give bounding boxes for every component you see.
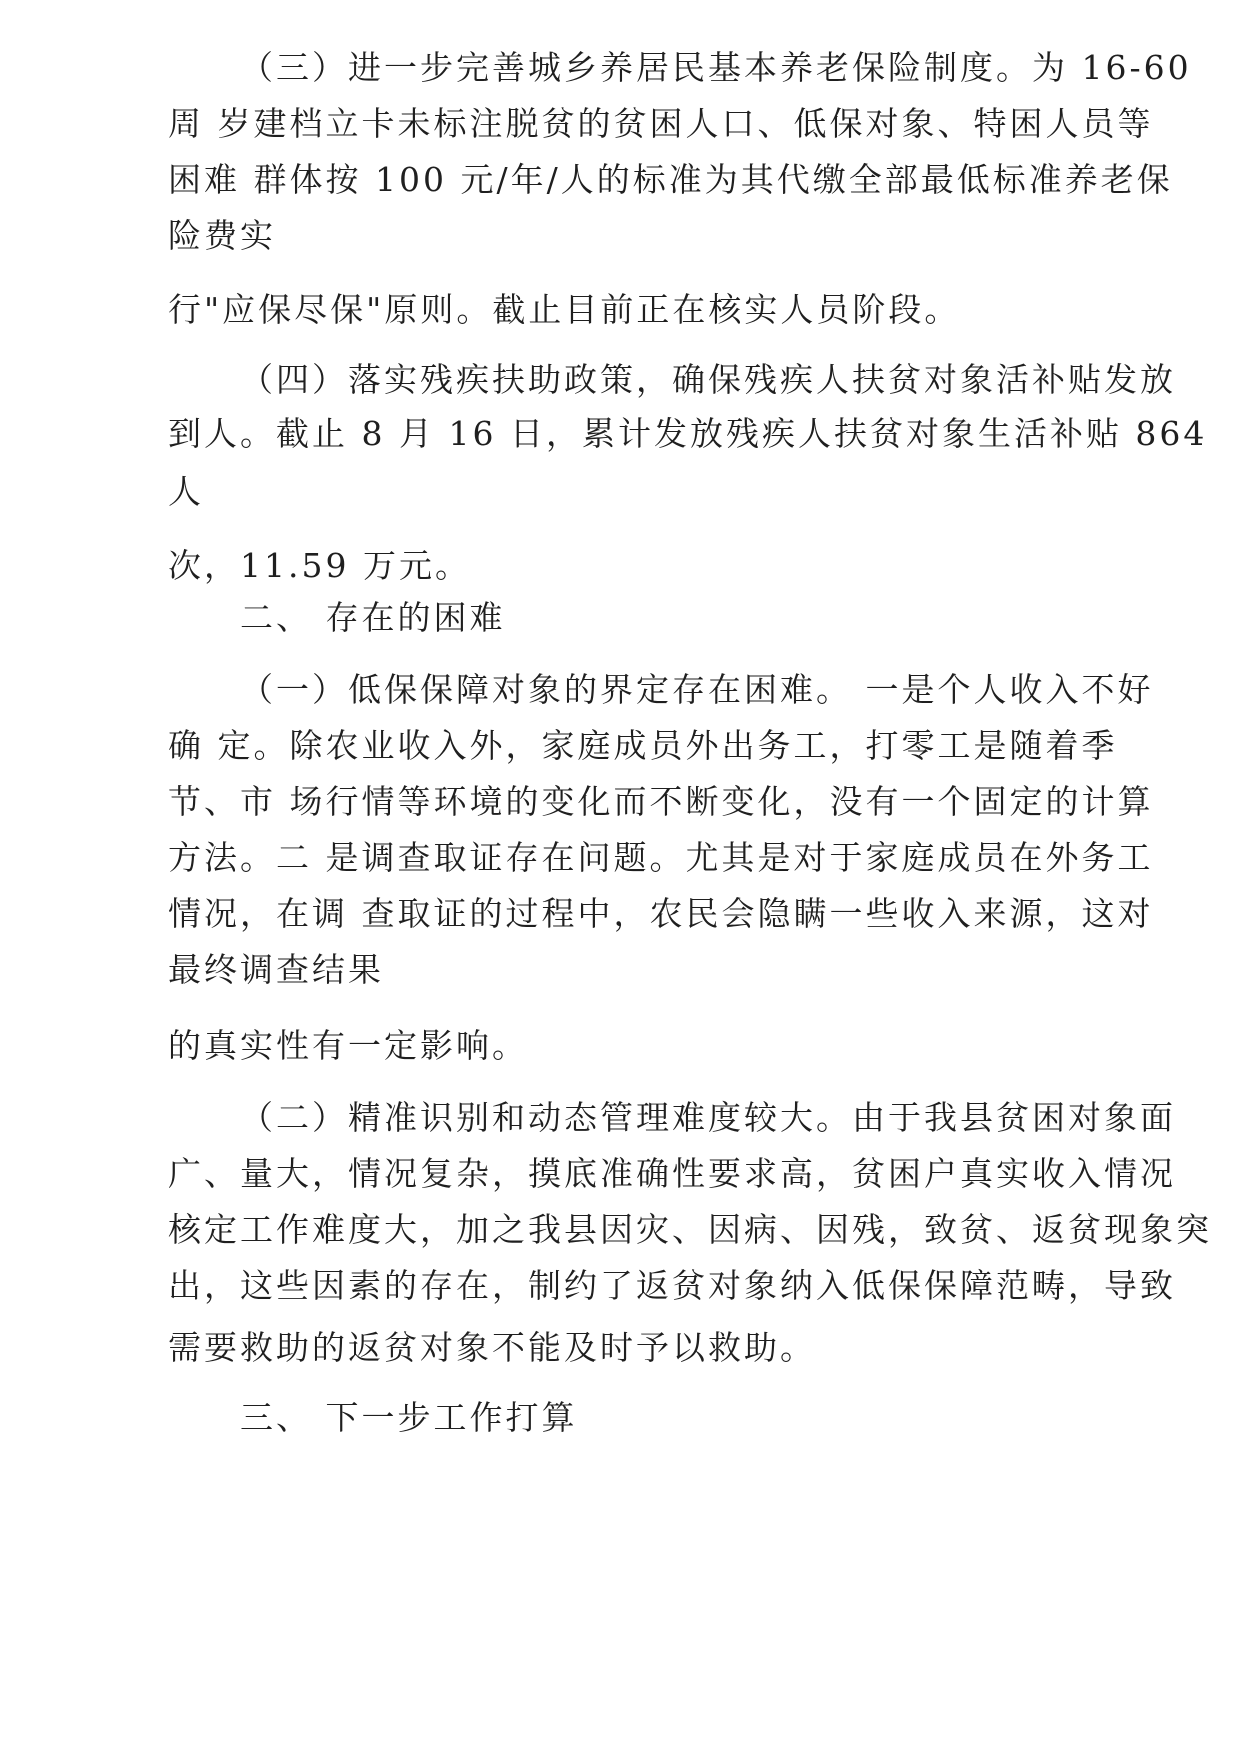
difficulty-2-line-5: 需要救助的返贫对象不能及时予以救助。 <box>168 1328 816 1367</box>
section-2-heading: 二、 存在的困难 <box>240 598 506 637</box>
difficulty-1-line-7: 的真实性有一定影响。 <box>168 1026 528 1065</box>
difficulty-2-line-3: 核定工作难度大，加之我县因灾、因病、因残，致贫、返贫现象突 <box>168 1210 1212 1249</box>
difficulty-1-line-4: 方法。二 是调查取证存在问题。尤其是对于家庭成员在外务工 <box>168 838 1154 877</box>
paragraph-3-line-4: 险费实 <box>168 216 276 255</box>
section-3-heading: 三、 下一步工作打算 <box>240 1398 578 1437</box>
paragraph-4-line-1: （四）落实残疾扶助政策，确保残疾人扶贫对象活补贴发放 <box>240 360 1176 399</box>
difficulty-2-line-1: （二）精准识别和动态管理难度较大。由于我县贫困对象面 <box>240 1098 1176 1137</box>
paragraph-4-line-4: 次，11.59 万元。 <box>168 546 471 585</box>
paragraph-3-line-1: （三）进一步完善城乡养居民基本养老保险制度。为 16-60 <box>240 48 1192 87</box>
difficulty-2-line-2: 广、量大，情况复杂，摸底准确性要求高，贫困户真实收入情况 <box>168 1154 1176 1193</box>
difficulty-2-line-4: 出，这些因素的存在，制约了返贫对象纳入低保保障范畴，导致 <box>168 1266 1176 1305</box>
paragraph-3-line-3: 困难 群体按 100 元/年/人的标准为其代缴全部最低标准养老保 <box>168 160 1173 199</box>
difficulty-1-line-5: 情况，在调 查取证的过程中，农民会隐瞒一些收入来源，这对 <box>168 894 1154 933</box>
paragraph-3-line-2: 周 岁建档立卡未标注脱贫的贫困人口、低保对象、特困人员等 <box>168 104 1154 143</box>
difficulty-1-line-3: 节、市 场行情等环境的变化而不断变化，没有一个固定的计算 <box>168 782 1154 821</box>
difficulty-1-line-2: 确 定。除农业收入外，家庭成员外出务工，打零工是随着季 <box>168 726 1118 765</box>
paragraph-4-line-2: 到人。截止 8 月 16 日，累计发放残疾人扶贫对象生活补贴 864 <box>168 414 1208 453</box>
paragraph-3-line-5: 行"应保尽保"原则。截止目前正在核实人员阶段。 <box>168 290 961 329</box>
difficulty-1-line-6: 最终调查结果 <box>168 950 384 989</box>
difficulty-1-line-1: （一）低保保障对象的界定存在困难。 一是个人收入不好 <box>240 670 1154 709</box>
paragraph-4-line-3: 人 <box>168 472 204 511</box>
